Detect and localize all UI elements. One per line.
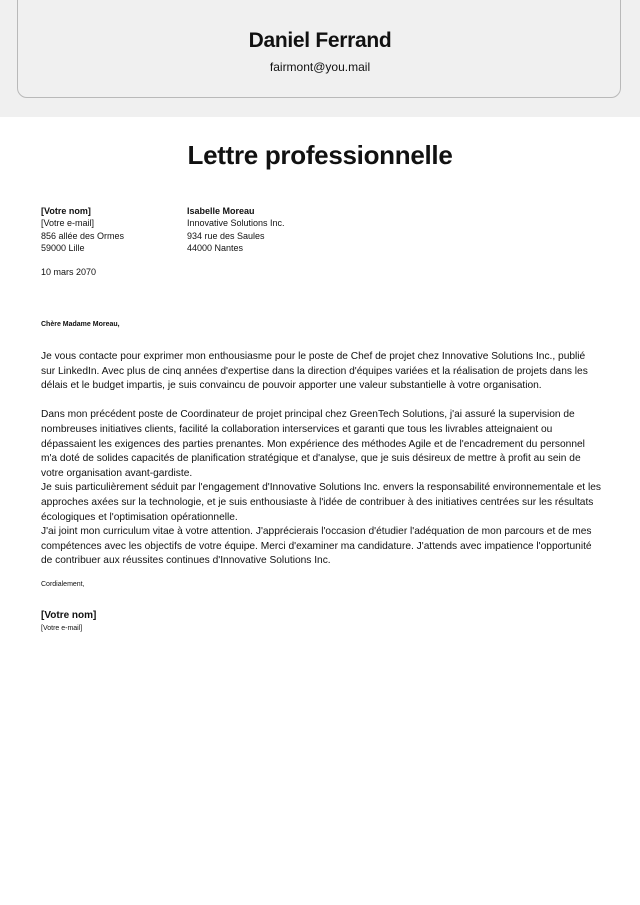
sender-street: 856 allée des Ormes — [41, 230, 125, 241]
sender-email: [Votre e-mail] — [41, 218, 95, 229]
sender-name: [Votre nom] — [41, 206, 91, 216]
recipient-company: Innovative Solutions Inc. — [187, 218, 285, 229]
body-paragraph: Dans mon précédent poste de Coordinateur de projet principal chez GreenTech Solutions, j'ai assuré la supervision de nombreuses initiatives clients, facilité la collaboration interservices et garanti que tous les livrables atteignaient ou dépassaient les exigences des parties prenantes. Mon expérience des méthodes Agile et de l'encadrement du personnel m'a doté de solides capacités de planification stratégique et d'analyse, que je suis désireux de mettre à profit au sein de votre organisation avant-gardiste. — [41, 409, 585, 479]
recipient-city: 44000 Nantes — [187, 243, 244, 254]
salutation: Chère Madame Moreau, — [41, 321, 120, 328]
recipient-name: Isabelle Moreau — [187, 206, 255, 216]
letter-body — [41, 350, 601, 569]
header-email: fairmont@you.mail — [269, 60, 371, 74]
header-name: Daniel Ferrand — [248, 29, 392, 52]
closing: Cordialement, — [41, 581, 85, 588]
letter-date: 10 mars 2070 — [41, 267, 97, 277]
body-paragraph: Je suis particulièrement séduit par l'engagement d'Innovative Solutions Inc. envers la responsabilité environnementale et les approches axées sur la technologie, et je suis enthousiaste à l'idée de contribuer à des initiatives centrées sur les résultats écologiques et l'optimisation opérationnelle. — [41, 482, 601, 523]
recipient-street: 934 rue des Saules — [187, 230, 265, 241]
body-paragraph: J'ai joint mon curriculum vitae à votre attention. J'apprécierais l'occasion d'étudier l'adéquation de mon parcours et de mes compétences avec les objectifs de votre équipe. Merci d'examiner ma candidature. J'attends avec impatience l'opportunité de contribuer aux réussites continues d'Innovative Solutions Inc. — [41, 526, 592, 567]
header-band — [0, 0, 640, 117]
sender-city: 59000 Lille — [41, 243, 85, 254]
sender-block — [41, 205, 124, 255]
signature-email: [Votre e-mail] — [41, 625, 83, 632]
recipient-block — [187, 205, 285, 255]
document-title: Lettre professionnelle — [187, 140, 453, 170]
signature-name: [Votre nom] — [41, 610, 97, 621]
body-paragraph: Je vous contacte pour exprimer mon enthousiasme pour le poste de Chef de projet chez Innovative Solutions Inc., publié sur LinkedIn. Avec plus de cinq années d'expertise dans la direction d'équipes variées et la réalisation de projets dans les délais et le budget impartis, je suis convaincu de pouvoir apporter une valeur substantielle à votre organisation. — [41, 351, 588, 392]
